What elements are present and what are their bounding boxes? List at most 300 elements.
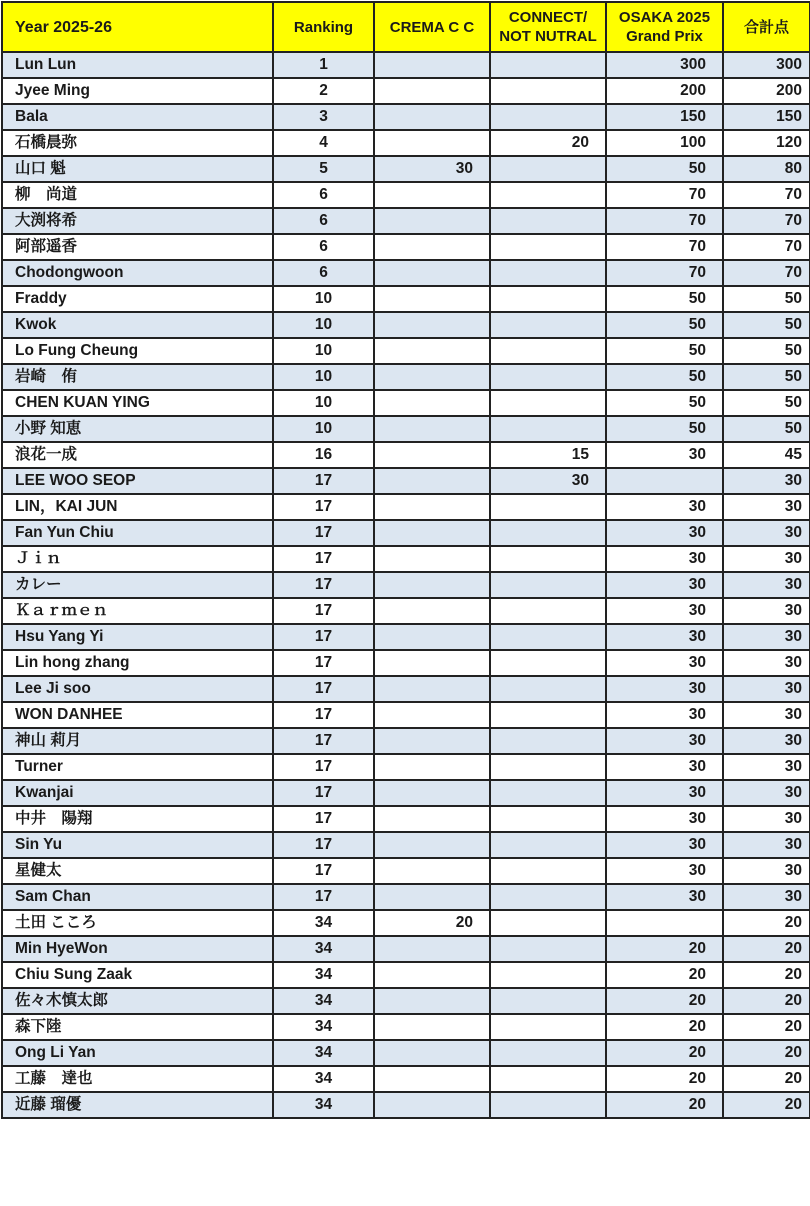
osaka-points-cell: 20 [606,1066,723,1092]
table-row [2,78,810,104]
header-connect-line1: CONNECT/ [508,9,588,26]
crema-points-cell [374,130,490,156]
ranking-cell: 2 [273,78,374,104]
osaka-points-cell: 20 [606,962,723,988]
total-points-cell: 50 [723,416,810,442]
connect-points-cell [490,962,606,988]
total-points-cell: 50 [723,312,810,338]
table-row [2,494,810,520]
osaka-points-cell: 30 [606,650,723,676]
connect-points-cell [490,104,606,130]
osaka-points-cell: 30 [606,858,723,884]
ranking-cell: 6 [273,182,374,208]
header-row [2,2,810,52]
player-name-cell: Lin hong zhang [2,650,273,676]
player-name-cell: 山口 魁 [2,156,273,182]
table-row [2,1066,810,1092]
connect-points-cell [490,624,606,650]
player-name-cell: Lee Ji soo [2,676,273,702]
crema-points-cell [374,858,490,884]
player-name-cell: 浪花一成 [2,442,273,468]
table-row [2,1092,810,1118]
total-points-cell: 30 [723,520,810,546]
ranking-cell: 10 [273,338,374,364]
connect-points-cell [490,520,606,546]
crema-points-cell [374,598,490,624]
osaka-points-cell: 30 [606,624,723,650]
connect-points-cell [490,182,606,208]
total-points-cell: 30 [723,754,810,780]
osaka-points-cell: 30 [606,702,723,728]
player-name-cell: LIN，KAI JUN [2,494,273,520]
table-row [2,546,810,572]
ranking-cell: 17 [273,780,374,806]
osaka-points-cell: 200 [606,78,723,104]
connect-points-cell [490,806,606,832]
connect-points-cell [490,338,606,364]
player-name-cell: カレー [2,572,273,598]
connect-points-cell [490,546,606,572]
ranking-cell: 17 [273,520,374,546]
ranking-cell: 34 [273,1066,374,1092]
connect-points-cell [490,650,606,676]
total-points-cell: 150 [723,104,810,130]
total-points-cell: 30 [723,806,810,832]
connect-points-cell [490,1040,606,1066]
total-points-cell: 30 [723,572,810,598]
connect-points-cell [490,1092,606,1118]
total-points-cell: 20 [723,910,810,936]
osaka-points-cell: 30 [606,806,723,832]
table-row [2,182,810,208]
player-name-cell: Lo Fung Cheung [2,338,273,364]
header-osaka-line2: Grand Prix [626,28,703,45]
crema-points-cell [374,78,490,104]
player-name-cell: Chiu Sung Zaak [2,962,273,988]
crema-points-cell [374,390,490,416]
header-total: 合計点 [723,2,810,52]
osaka-points-cell: 30 [606,832,723,858]
osaka-points-cell: 150 [606,104,723,130]
connect-points-cell [490,884,606,910]
crema-points-cell [374,988,490,1014]
total-points-cell: 30 [723,832,810,858]
ranking-cell: 17 [273,572,374,598]
total-points-cell: 20 [723,1066,810,1092]
connect-points-cell [490,728,606,754]
crema-points-cell [374,754,490,780]
table-row [2,598,810,624]
crema-points-cell [374,676,490,702]
total-points-cell: 30 [723,884,810,910]
player-name-cell: Ｋａｒｍｅｎ [2,598,273,624]
crema-points-cell [374,1040,490,1066]
table-row [2,156,810,182]
ranking-table [1,1,810,1119]
total-points-cell: 30 [723,494,810,520]
player-name-cell: Kwok [2,312,273,338]
osaka-points-cell: 30 [606,754,723,780]
player-name-cell: Lun Lun [2,52,273,78]
ranking-cell: 6 [273,260,374,286]
ranking-cell: 34 [273,1092,374,1118]
total-points-cell: 70 [723,208,810,234]
ranking-cell: 17 [273,858,374,884]
table-row [2,520,810,546]
osaka-points-cell: 30 [606,598,723,624]
osaka-points-cell: 70 [606,260,723,286]
table-row [2,468,810,494]
player-name-cell: CHEN KUAN YING [2,390,273,416]
total-points-cell: 20 [723,936,810,962]
player-name-cell: Bala [2,104,273,130]
header-connect-line2: NOT NUTRAL [499,28,597,45]
ranking-cell: 34 [273,962,374,988]
osaka-points-cell: 20 [606,1014,723,1040]
table-row [2,286,810,312]
osaka-points-cell: 50 [606,338,723,364]
ranking-cell: 17 [273,494,374,520]
ranking-cell: 34 [273,988,374,1014]
total-points-cell: 30 [723,598,810,624]
connect-points-cell [490,780,606,806]
osaka-points-cell: 70 [606,182,723,208]
connect-points-cell [490,832,606,858]
ranking-cell: 34 [273,936,374,962]
ranking-cell: 4 [273,130,374,156]
table-row [2,416,810,442]
total-points-cell: 30 [723,780,810,806]
osaka-points-cell: 30 [606,442,723,468]
player-name-cell: Hsu Yang Yi [2,624,273,650]
total-points-cell: 50 [723,286,810,312]
table-row [2,338,810,364]
table-row [2,208,810,234]
total-points-cell: 30 [723,858,810,884]
crema-points-cell [374,208,490,234]
ranking-cell: 10 [273,390,374,416]
total-points-cell: 30 [723,546,810,572]
player-name-cell: Ong Li Yan [2,1040,273,1066]
crema-points-cell [374,182,490,208]
osaka-points-cell: 50 [606,312,723,338]
connect-points-cell [490,260,606,286]
connect-points-cell [490,286,606,312]
crema-points-cell [374,338,490,364]
player-name-cell: 岩崎 侑 [2,364,273,390]
table-row [2,806,810,832]
connect-points-cell [490,1066,606,1092]
total-points-cell: 80 [723,156,810,182]
crema-points-cell [374,104,490,130]
total-points-cell: 50 [723,364,810,390]
crema-points-cell [374,780,490,806]
connect-points-cell [490,364,606,390]
connect-points-cell [490,858,606,884]
player-name-cell: 工藤 達也 [2,1066,273,1092]
table-row [2,442,810,468]
connect-points-cell: 15 [490,442,606,468]
total-points-cell: 20 [723,988,810,1014]
crema-points-cell [374,520,490,546]
crema-points-cell [374,832,490,858]
player-name-cell: 中井 陽翔 [2,806,273,832]
ranking-cell: 17 [273,624,374,650]
table-row [2,676,810,702]
connect-points-cell [490,598,606,624]
crema-points-cell [374,1092,490,1118]
table-row [2,1040,810,1066]
osaka-points-cell: 70 [606,208,723,234]
ranking-cell: 17 [273,884,374,910]
ranking-cell: 1 [273,52,374,78]
header-year: Year 2025-26 [2,2,273,52]
table-row [2,104,810,130]
crema-points-cell [374,234,490,260]
table-row [2,260,810,286]
crema-points-cell [374,728,490,754]
ranking-cell: 3 [273,104,374,130]
osaka-points-cell: 50 [606,390,723,416]
ranking-cell: 34 [273,1014,374,1040]
connect-points-cell [490,988,606,1014]
osaka-points-cell: 50 [606,286,723,312]
table-row [2,234,810,260]
player-name-cell: 小野 知恵 [2,416,273,442]
connect-points-cell: 30 [490,468,606,494]
total-points-cell: 70 [723,260,810,286]
player-name-cell: Jyee Ming [2,78,273,104]
crema-points-cell [374,1066,490,1092]
table-row [2,130,810,156]
crema-points-cell [374,364,490,390]
total-points-cell: 45 [723,442,810,468]
crema-points-cell [374,572,490,598]
connect-points-cell [490,234,606,260]
ranking-cell: 17 [273,468,374,494]
ranking-cell: 5 [273,156,374,182]
total-points-cell: 30 [723,676,810,702]
player-name-cell: Ｊｉｎ [2,546,273,572]
total-points-cell: 50 [723,390,810,416]
player-name-cell: 石橋晨弥 [2,130,273,156]
ranking-cell: 17 [273,728,374,754]
ranking-cell: 17 [273,832,374,858]
player-name-cell: 大渕将希 [2,208,273,234]
crema-points-cell [374,286,490,312]
total-points-cell: 20 [723,1040,810,1066]
table-row [2,364,810,390]
header-crema: CREMA C C [374,2,490,52]
connect-points-cell [490,52,606,78]
crema-points-cell [374,546,490,572]
table-row [2,754,810,780]
table-row [2,572,810,598]
crema-points-cell [374,806,490,832]
osaka-points-cell: 30 [606,676,723,702]
osaka-points-cell: 30 [606,728,723,754]
osaka-points-cell: 30 [606,520,723,546]
osaka-points-cell: 20 [606,936,723,962]
player-name-cell: Fan Yun Chiu [2,520,273,546]
ranking-cell: 6 [273,208,374,234]
osaka-points-cell [606,468,723,494]
total-points-cell: 70 [723,234,810,260]
connect-points-cell [490,494,606,520]
osaka-points-cell: 30 [606,780,723,806]
ranking-cell: 34 [273,1040,374,1066]
crema-points-cell [374,312,490,338]
ranking-cell: 10 [273,312,374,338]
ranking-cell: 17 [273,546,374,572]
total-points-cell: 200 [723,78,810,104]
osaka-points-cell: 20 [606,988,723,1014]
crema-points-cell [374,624,490,650]
table-row [2,390,810,416]
ranking-cell: 16 [273,442,374,468]
player-name-cell: 土田 こころ [2,910,273,936]
table-row [2,52,810,78]
crema-points-cell [374,442,490,468]
crema-points-cell [374,650,490,676]
player-name-cell: Sam Chan [2,884,273,910]
crema-points-cell [374,416,490,442]
osaka-points-cell: 30 [606,546,723,572]
crema-points-cell [374,468,490,494]
player-name-cell: 近藤 瑠優 [2,1092,273,1118]
connect-points-cell [490,754,606,780]
player-name-cell: Turner [2,754,273,780]
table-row [2,624,810,650]
total-points-cell: 30 [723,468,810,494]
header-osaka-line1: OSAKA 2025 [618,9,711,26]
osaka-points-cell: 300 [606,52,723,78]
connect-points-cell [490,78,606,104]
crema-points-cell [374,1014,490,1040]
osaka-points-cell: 50 [606,156,723,182]
connect-points-cell [490,676,606,702]
header-osaka [606,2,723,52]
player-name-cell: 阿部遥香 [2,234,273,260]
total-points-cell: 70 [723,182,810,208]
ranking-cell: 34 [273,910,374,936]
crema-points-cell [374,702,490,728]
total-points-cell: 20 [723,962,810,988]
connect-points-cell [490,910,606,936]
ranking-cell: 6 [273,234,374,260]
total-points-cell: 120 [723,130,810,156]
table-row [2,702,810,728]
table-row [2,858,810,884]
total-points-cell: 50 [723,338,810,364]
connect-points-cell [490,1014,606,1040]
table-row [2,650,810,676]
player-name-cell: 星健太 [2,858,273,884]
total-points-cell: 30 [723,702,810,728]
crema-points-cell: 30 [374,156,490,182]
player-name-cell: WON DANHEE [2,702,273,728]
osaka-points-cell: 20 [606,1092,723,1118]
connect-points-cell: 20 [490,130,606,156]
player-name-cell: Sin Yu [2,832,273,858]
ranking-cell: 17 [273,702,374,728]
connect-points-cell [490,572,606,598]
crema-points-cell: 20 [374,910,490,936]
ranking-cell: 17 [273,650,374,676]
osaka-points-cell: 20 [606,1040,723,1066]
total-points-cell: 30 [723,650,810,676]
ranking-cell: 10 [273,416,374,442]
connect-points-cell [490,312,606,338]
table-row [2,936,810,962]
player-name-cell: 神山 莉月 [2,728,273,754]
osaka-points-cell: 50 [606,364,723,390]
osaka-points-cell: 100 [606,130,723,156]
header-ranking: Ranking [273,2,374,52]
ranking-cell: 17 [273,598,374,624]
player-name-cell: 佐々木慎太郎 [2,988,273,1014]
connect-points-cell [490,936,606,962]
header-connect [490,2,606,52]
ranking-cell: 17 [273,806,374,832]
table-row [2,962,810,988]
table-row [2,884,810,910]
table-row [2,910,810,936]
player-name-cell: 森下陸 [2,1014,273,1040]
player-name-cell: 柳 尚道 [2,182,273,208]
total-points-cell: 300 [723,52,810,78]
total-points-cell: 20 [723,1092,810,1118]
table-row [2,312,810,338]
player-name-cell: LEE WOO SEOP [2,468,273,494]
crema-points-cell [374,884,490,910]
connect-points-cell [490,156,606,182]
total-points-cell: 30 [723,624,810,650]
table-row [2,1014,810,1040]
table-row [2,780,810,806]
connect-points-cell [490,390,606,416]
crema-points-cell [374,962,490,988]
osaka-points-cell: 30 [606,884,723,910]
table-row [2,832,810,858]
connect-points-cell [490,416,606,442]
connect-points-cell [490,702,606,728]
ranking-cell: 10 [273,286,374,312]
osaka-points-cell [606,910,723,936]
total-points-cell: 30 [723,728,810,754]
ranking-cell: 10 [273,364,374,390]
osaka-points-cell: 50 [606,416,723,442]
crema-points-cell [374,494,490,520]
crema-points-cell [374,52,490,78]
connect-points-cell [490,208,606,234]
osaka-points-cell: 30 [606,494,723,520]
crema-points-cell [374,936,490,962]
total-points-cell: 20 [723,1014,810,1040]
player-name-cell: Fraddy [2,286,273,312]
osaka-points-cell: 30 [606,572,723,598]
table-row [2,988,810,1014]
crema-points-cell [374,260,490,286]
table-body [2,52,810,1118]
player-name-cell: Min HyeWon [2,936,273,962]
ranking-cell: 17 [273,676,374,702]
ranking-cell: 17 [273,754,374,780]
table-row [2,728,810,754]
player-name-cell: Chodongwoon [2,260,273,286]
player-name-cell: Kwanjai [2,780,273,806]
osaka-points-cell: 70 [606,234,723,260]
